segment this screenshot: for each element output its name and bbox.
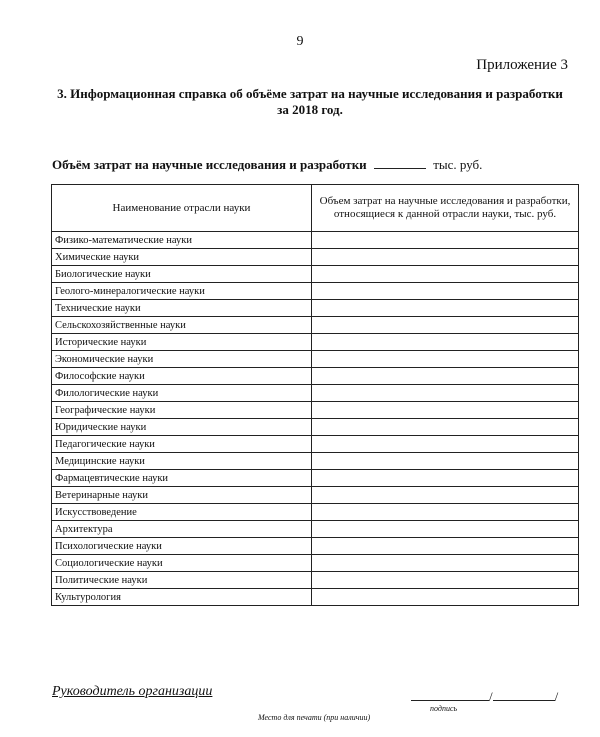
table-row xyxy=(52,300,579,317)
expenses-value-cell[interactable] xyxy=(312,436,579,453)
science-branch-cell: Фармацевтические науки xyxy=(52,470,312,487)
expenses-value-cell[interactable] xyxy=(312,232,579,249)
expenses-value-cell[interactable] xyxy=(312,402,579,419)
table-row xyxy=(52,368,579,385)
total-expenses-unit: тыс. руб. xyxy=(433,157,483,172)
science-branch-cell: Экономические науки xyxy=(52,351,312,368)
total-expenses-label: Объём затрат на научные исследования и разработки xyxy=(52,157,367,172)
table-header-row xyxy=(52,185,579,232)
total-expenses-line xyxy=(52,156,482,173)
table-row xyxy=(52,283,579,300)
expenses-value-cell[interactable] xyxy=(312,419,579,436)
expenses-value-cell[interactable] xyxy=(312,589,579,606)
signer-role: Руководитель организации xyxy=(52,684,213,699)
appendix-label: Приложение 3 xyxy=(476,57,568,73)
table-row xyxy=(52,487,579,504)
table-row xyxy=(52,351,579,368)
expenses-value-cell[interactable] xyxy=(312,453,579,470)
science-branch-cell: Технические науки xyxy=(52,300,312,317)
table-row xyxy=(52,521,579,538)
expenses-value-cell[interactable] xyxy=(312,504,579,521)
name-blank[interactable] xyxy=(493,687,555,701)
table-row xyxy=(52,385,579,402)
table-row xyxy=(52,436,579,453)
expenses-value-cell[interactable] xyxy=(312,470,579,487)
expenses-value-cell[interactable] xyxy=(312,572,579,589)
table-row xyxy=(52,317,579,334)
table-row xyxy=(52,249,579,266)
expenses-value-cell[interactable] xyxy=(312,487,579,504)
science-branch-cell: Юридические науки xyxy=(52,419,312,436)
science-branch-cell: Социологические науки xyxy=(52,555,312,572)
expenses-value-cell[interactable] xyxy=(312,555,579,572)
table-row xyxy=(52,504,579,521)
table-row xyxy=(52,334,579,351)
science-branch-cell: Медицинские науки xyxy=(52,453,312,470)
title-line-2: за 2018 год. xyxy=(277,102,343,117)
expenses-value-cell[interactable] xyxy=(312,266,579,283)
table-row xyxy=(52,589,579,606)
table-row xyxy=(52,419,579,436)
expenses-table xyxy=(51,184,579,606)
science-branch-cell: Биологические науки xyxy=(52,266,312,283)
expenses-value-cell[interactable] xyxy=(312,538,579,555)
table-row xyxy=(52,555,579,572)
document-title xyxy=(50,86,570,118)
expenses-value-cell[interactable] xyxy=(312,249,579,266)
science-branch-cell: Сельскохозяйственные науки xyxy=(52,317,312,334)
science-branch-cell: Филологические науки xyxy=(52,385,312,402)
science-branch-cell: Культурология xyxy=(52,589,312,606)
expenses-value-cell[interactable] xyxy=(312,385,579,402)
science-branch-cell: Искусствоведение xyxy=(52,504,312,521)
signature-separator-end: / xyxy=(554,689,559,704)
science-branch-cell: Географические науки xyxy=(52,402,312,419)
table-row xyxy=(52,266,579,283)
signature-separator: / xyxy=(489,689,493,704)
page-number: 9 xyxy=(296,34,304,49)
total-expenses-blank[interactable] xyxy=(374,156,426,169)
table-row xyxy=(52,470,579,487)
table-row xyxy=(52,453,579,470)
signature-line xyxy=(411,687,558,705)
expenses-value-cell[interactable] xyxy=(312,334,579,351)
science-branch-cell: Ветеринарные науки xyxy=(52,487,312,504)
signature-blank[interactable] xyxy=(411,687,489,701)
science-branch-cell: Архитектура xyxy=(52,521,312,538)
expenses-value-cell[interactable] xyxy=(312,368,579,385)
column-header-science-branch: Наименование отрасли науки xyxy=(52,185,312,232)
table-row xyxy=(52,232,579,249)
science-branch-cell: Химические науки xyxy=(52,249,312,266)
table-row xyxy=(52,402,579,419)
title-line-1: 3. Информационная справка об объёме затрат на научные исследования и разработки xyxy=(57,86,563,101)
signature-caption: подпись xyxy=(430,704,458,713)
stamp-caption: Место для печати (при наличии) xyxy=(258,713,371,722)
column-header-expenses: Объем затрат на научные исследования и разработки, относящиеся к данной отрасли науки, тыс. руб. xyxy=(312,185,579,232)
table-row xyxy=(52,538,579,555)
table-row xyxy=(52,572,579,589)
expenses-value-cell[interactable] xyxy=(312,351,579,368)
science-branch-cell: Физико-математические науки xyxy=(52,232,312,249)
expenses-value-cell[interactable] xyxy=(312,521,579,538)
science-branch-cell: Политические науки xyxy=(52,572,312,589)
expenses-value-cell[interactable] xyxy=(312,300,579,317)
science-branch-cell: Педагогические науки xyxy=(52,436,312,453)
science-branch-cell: Психологические науки xyxy=(52,538,312,555)
science-branch-cell: Исторические науки xyxy=(52,334,312,351)
expenses-value-cell[interactable] xyxy=(312,317,579,334)
science-branch-cell: Философские науки xyxy=(52,368,312,385)
science-branch-cell: Геолого-минералогические науки xyxy=(52,283,312,300)
expenses-value-cell[interactable] xyxy=(312,283,579,300)
